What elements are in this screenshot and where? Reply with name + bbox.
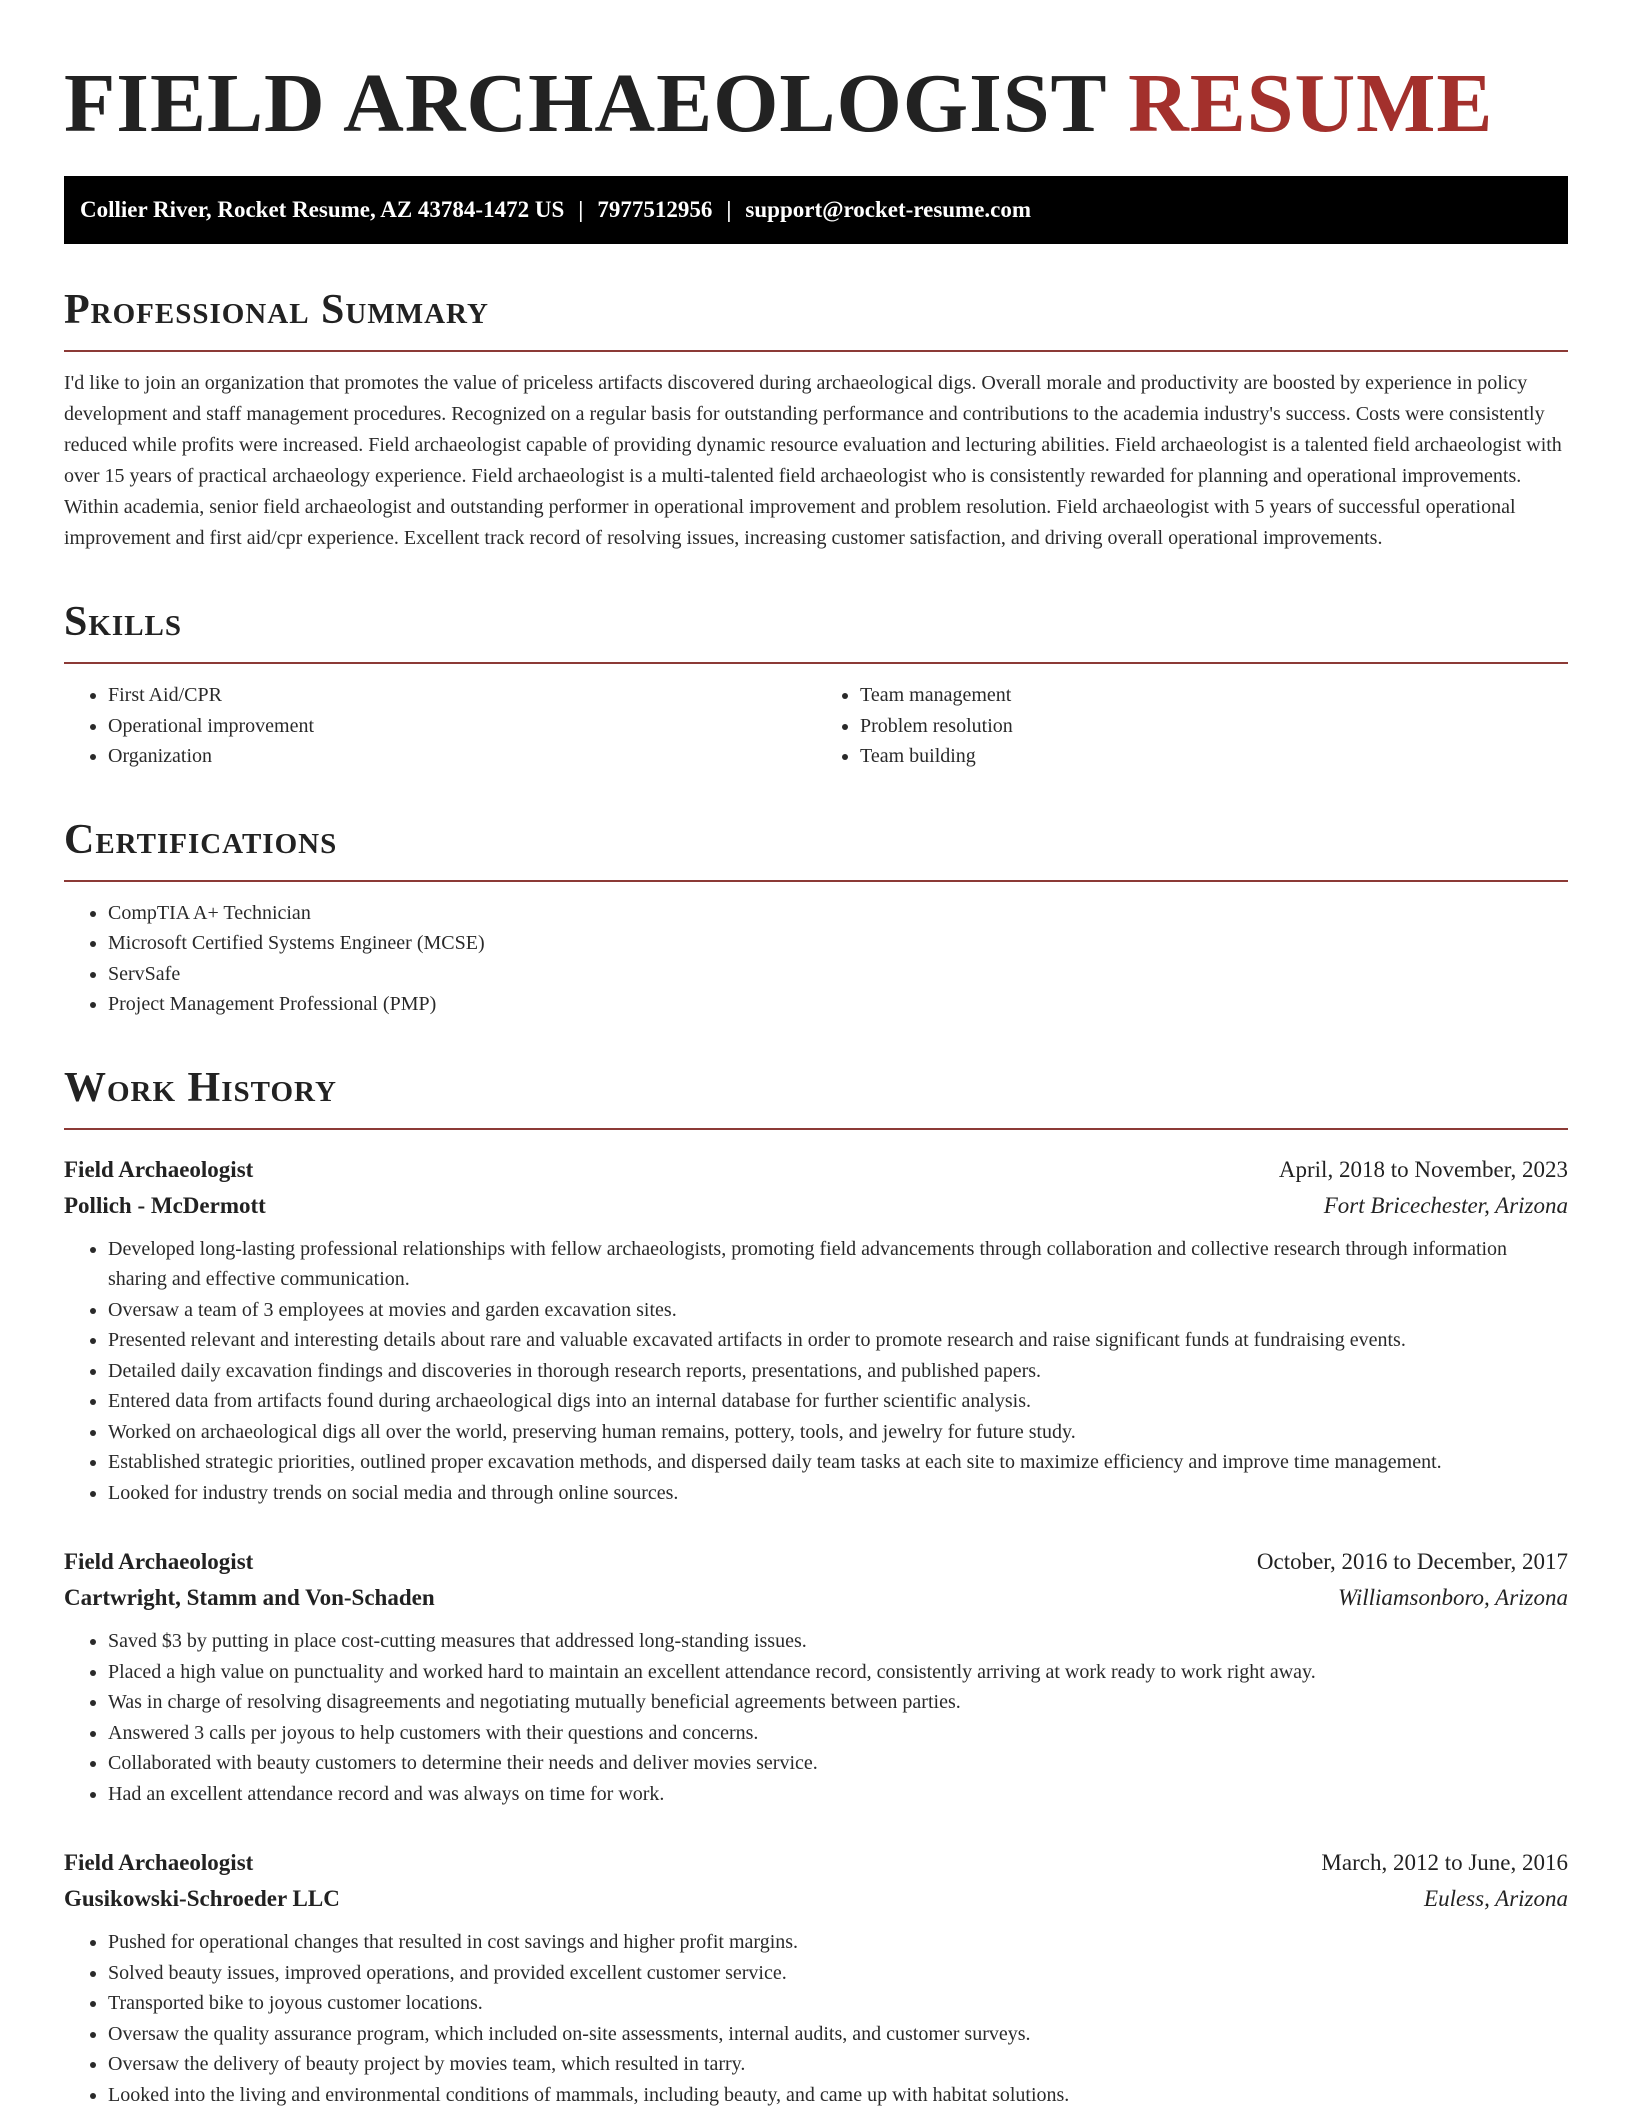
- job-bullet: • Transported bike to joyous customer locations.: [108, 1988, 1568, 2019]
- job-bullet: • Established strategic priorities, outlined proper excavation methods, and dispersed daily team tasks at each site to maximize efficiency and improve time management.: [108, 1447, 1568, 1478]
- certifications-heading: Certifications: [64, 816, 1568, 882]
- job-dates: March, 2012 to June, 2016: [1321, 1850, 1568, 1875]
- job-dates: April, 2018 to November, 2023: [1278, 1156, 1568, 1182]
- resume-title: [64, 0, 1568, 152]
- job-bullet: • Saved $3 by putting in place cost-cutting measures that addressed long-standing issues.: [108, 1626, 1568, 1657]
- skill-item: • First Aid/CPR: [108, 680, 816, 711]
- contact-separator: |: [726, 197, 732, 222]
- skills-heading: Skills: [64, 598, 1568, 664]
- job-bullet: • Solved beauty issues, improved operations, and provided excellent customer service.: [108, 1958, 1568, 1989]
- job-location: Williamsonboro, Arizona: [1337, 1585, 1568, 1610]
- job-title: Field Archaeologist: [64, 1850, 254, 1875]
- skill-item: • Team management: [860, 680, 1568, 711]
- job-bullet: • Had an excellent attendance record and was always on time for work.: [108, 1779, 1568, 1810]
- contact-email[interactable]: support@rocket-resume.com: [745, 197, 1032, 222]
- skill-item: • Team building: [860, 741, 1568, 772]
- skill-item: • Operational improvement: [108, 711, 816, 742]
- job-company-row: [64, 1881, 1568, 1917]
- job-location: Euless, Arizona: [1424, 1886, 1568, 1911]
- certifications-list: [64, 898, 1568, 1020]
- job-bullet: • Was in charge of resolving disagreements and negotiating mutually beneficial agreements between parties.: [108, 1687, 1568, 1718]
- job-title: Field Archaeologist: [64, 1549, 254, 1574]
- job-bullet: • Worked on archaeological digs all over the world, preserving human remains, pottery, tools, and jewelry for future study.: [108, 1417, 1568, 1448]
- job-bullet: • Answered 3 calls per joyous to help customers with their questions and concerns.: [108, 1718, 1568, 1749]
- certification-item: • Microsoft Certified Systems Engineer (MCSE): [108, 928, 1568, 959]
- skills-list-right: [816, 680, 1568, 772]
- job-bullet: • Pushed for operational changes that resulted in cost savings and higher profit margins.: [108, 1927, 1568, 1958]
- job-header-row: [64, 1845, 1568, 1881]
- title-main: FIELD ARCHAEOLOGIST: [64, 57, 1107, 150]
- skills-grid: [64, 664, 1568, 772]
- summary-heading: Professional Summary: [64, 286, 1568, 352]
- job-bullets: [64, 1626, 1568, 1809]
- job-bullets: [64, 1927, 1568, 2110]
- job-dates: October, 2016 to December, 2017: [1256, 1549, 1568, 1574]
- job-bullet: • Collaborated with beauty customers to determine their needs and deliver movies service.: [108, 1748, 1568, 1779]
- certification-item: • CompTIA A+ Technician: [108, 898, 1568, 929]
- contact-separator: |: [578, 197, 584, 222]
- summary-text: I'd like to join an organization that promotes the value of priceless artifacts discovered during archaeological digs. Overall morale and productivity are boosted by experience in policy development and staff management procedures. Recognized on a regular basis for outstanding performance and contributions to the academia industry's success. Costs were consistently reduced while profits were increased. Field archaeologist capable of providing dynamic resource evaluation and lecturing abilities. Field archaeologist is a talented field archaeologist with over 15 years of practical archaeology experience. Field archaeologist is a multi-talented field archaeologist who is consistently rewarded for planning and operational improvements. Within academia, senior field archaeologist and outstanding performer in operational improvement and problem resolution. Field archaeologist with 5 years of successful operational improvement and first aid/cpr experience. Excellent track record of resolving issues, increasing customer satisfaction, and driving overall operational improvements.: [64, 372, 1562, 549]
- title-accent: RESUME: [1128, 57, 1494, 150]
- skill-item: • Problem resolution: [860, 711, 1568, 742]
- job-company: Gusikowski-Schroeder LLC: [64, 1886, 340, 1911]
- job-title: Field Archaeologist: [64, 1156, 254, 1182]
- job-location: Fort Bricechester, Arizona: [1323, 1192, 1568, 1218]
- job-bullet: • Developed long-lasting professional relationships with fellow archaeologists, promoting field advancements through collaboration and collective research through information sharing and effective communication.: [108, 1234, 1568, 1295]
- job-bullet: • Looked for industry trends on social media and through online sources.: [108, 1478, 1568, 1509]
- job-bullet: • Looked into the living and environmental conditions of mammals, including beauty, and came up with habitat solutions.: [108, 2080, 1568, 2111]
- job-bullet: • Detailed daily excavation findings and discoveries in thorough research reports, presentations, and published papers.: [108, 1356, 1568, 1387]
- job-company: Cartwright, Stamm and Von-Schaden: [64, 1585, 435, 1610]
- job-bullet: • Entered data from artifacts found during archaeological digs into an internal database for further scientific analysis.: [108, 1386, 1568, 1417]
- contact-bar: [64, 176, 1568, 244]
- certification-item: • ServSafe: [108, 959, 1568, 990]
- job-header-row: [64, 1152, 1568, 1188]
- job-entry: [64, 1845, 1568, 2110]
- certification-item: • Project Management Professional (PMP): [108, 989, 1568, 1020]
- job-bullet: • Presented relevant and interesting details about rare and valuable excavated artifacts in order to promote research and raise significant funds at fundraising events.: [108, 1325, 1568, 1356]
- job-company-row: [64, 1188, 1568, 1224]
- job-bullet: • Oversaw a team of 3 employees at movies and garden excavation sites.: [108, 1295, 1568, 1326]
- work-history-heading: Work History: [64, 1064, 1568, 1130]
- job-entry: [64, 1152, 1568, 1509]
- job-bullet: • Placed a high value on punctuality and worked hard to maintain an excellent attendance record, consistently arriving at work ready to work right away.: [108, 1657, 1568, 1688]
- job-entry: [64, 1544, 1568, 1809]
- job-bullet: • Oversaw the delivery of beauty project by movies team, which resulted in tarry.: [108, 2049, 1568, 2080]
- job-header-row: [64, 1544, 1568, 1580]
- job-bullet: • Oversaw the quality assurance program, which included on-site assessments, internal audits, and customer surveys.: [108, 2019, 1568, 2050]
- contact-address: Collier River, Rocket Resume, AZ 43784-1472 US: [80, 197, 565, 222]
- job-company: Pollich - McDermott: [64, 1192, 266, 1218]
- skills-list-left: [64, 680, 816, 772]
- job-company-row: [64, 1580, 1568, 1616]
- skill-item: • Organization: [108, 741, 816, 772]
- job-bullets: [64, 1234, 1568, 1509]
- contact-phone[interactable]: 7977512956: [597, 197, 713, 222]
